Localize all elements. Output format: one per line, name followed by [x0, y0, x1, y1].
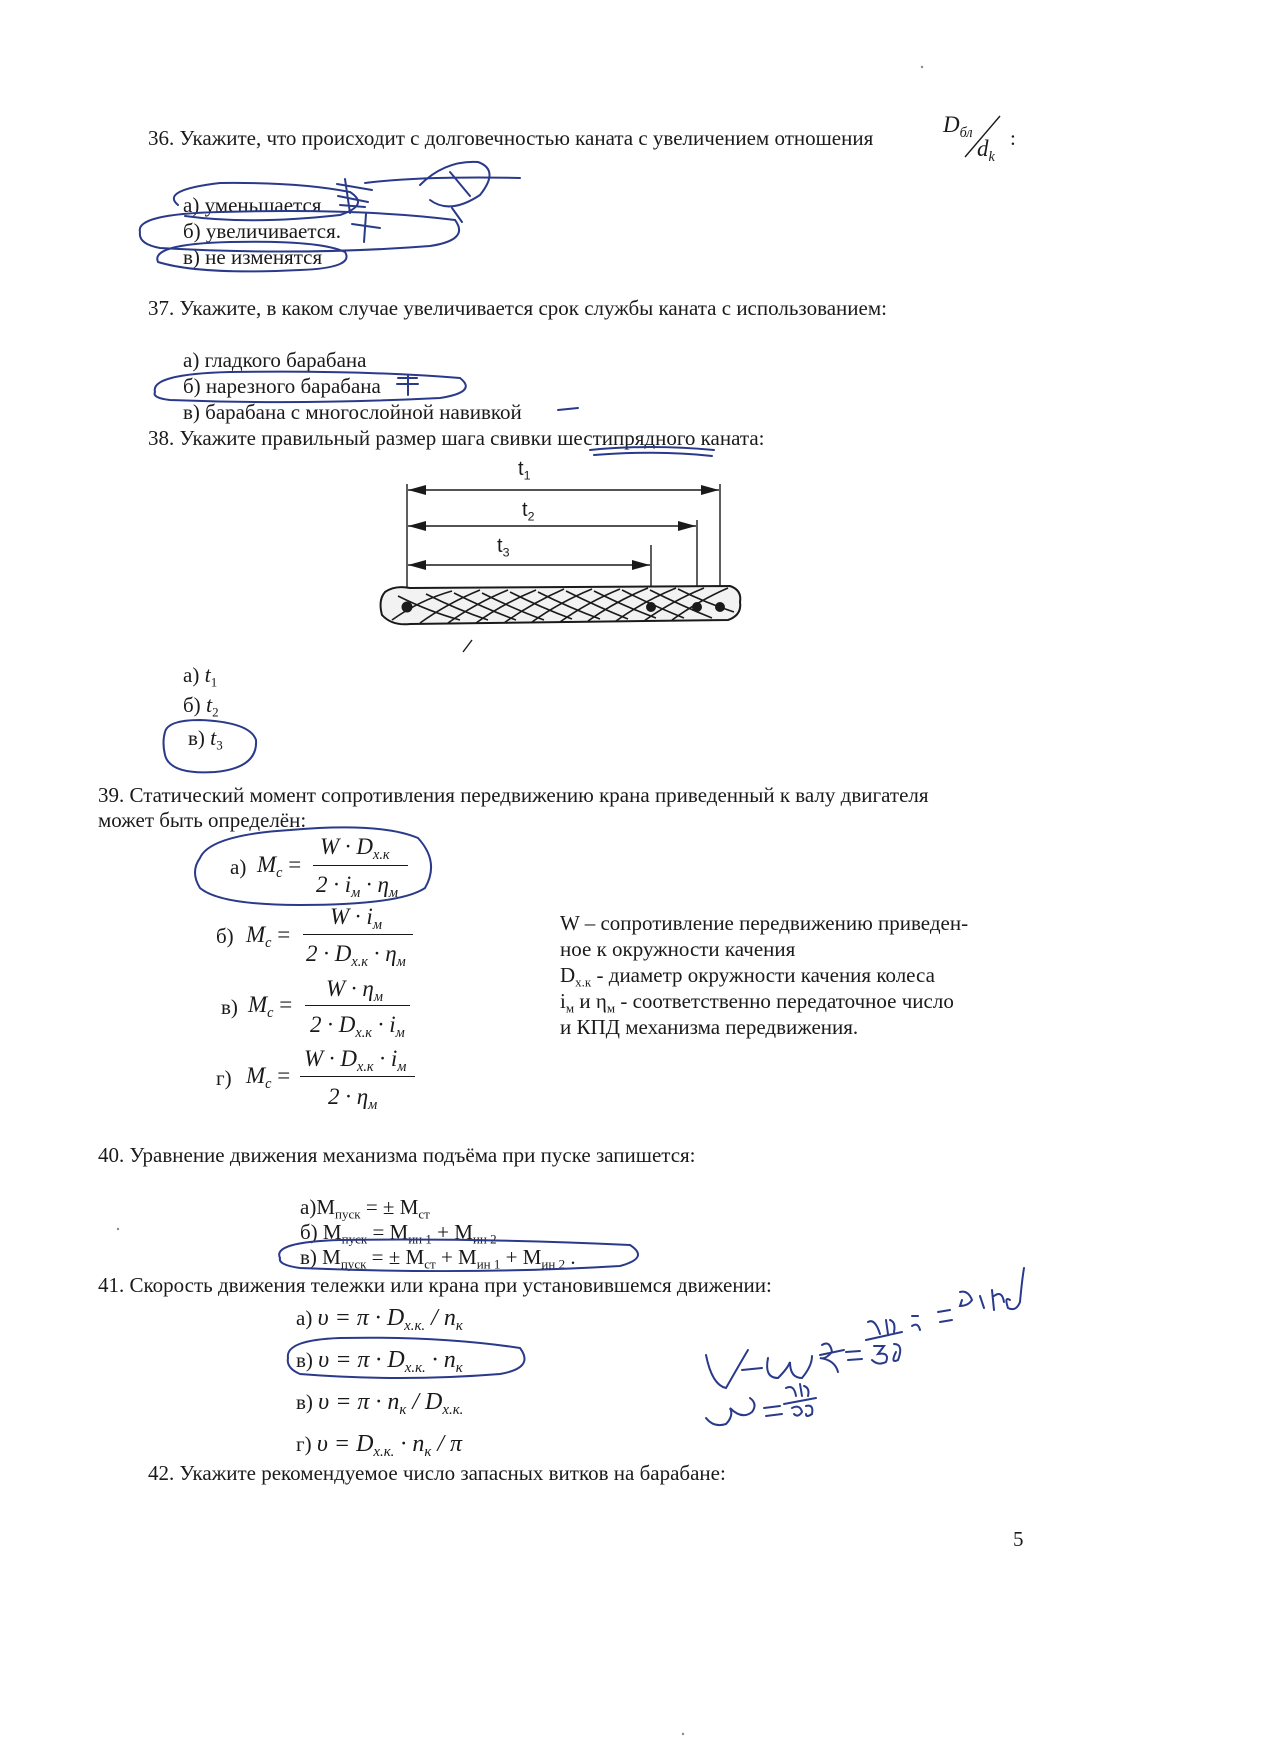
handwritten-formula	[706, 1350, 748, 1388]
circle-mark	[279, 1240, 638, 1272]
minus-mark	[558, 408, 578, 410]
q42-text: 42. Укажите рекомендуемое число запасных витков на барабане:	[148, 1461, 726, 1485]
strand-mark	[716, 603, 725, 612]
circle-mark	[164, 720, 257, 772]
arrowhead	[632, 560, 650, 570]
figure-label-t2: $t_2$	[522, 499, 535, 524]
q39-option-b: б)	[216, 924, 234, 948]
arrowhead	[408, 485, 426, 495]
q39-legend-line5: и КПД механизма передвижения.	[560, 1015, 859, 1039]
arrowhead	[678, 521, 696, 531]
q40-option-c: в) $М_{пуск}$ = ± $М_{ст} + М_{ин 1} + М_{ин 2}$ .	[300, 1245, 576, 1272]
circle-mark	[195, 827, 431, 905]
q39-d-lhs: $M_с$ =	[246, 1063, 291, 1092]
q39-option-d: г)	[216, 1066, 232, 1090]
q39-d-denominator: $2 \cdot \eta_м$	[328, 1084, 378, 1113]
strand-mark	[647, 603, 656, 612]
circle-mark	[155, 372, 466, 402]
handwritten-annotations	[140, 162, 1024, 1425]
q39-c-numerator: $W \cdot \eta_м$	[326, 976, 383, 1005]
q36-ratio-num: D	[943, 112, 960, 137]
q39-b-numerator: $W \cdot i_м$	[330, 904, 382, 933]
q39-a-denominator: $2 \cdot i_м \cdot \eta_м$	[316, 872, 399, 901]
q41-option-d: г) $\upsilon = D_{х.к.} \cdot n_к / \pi$	[296, 1431, 463, 1461]
q41-text: 41. Скорость движения тележки или крана при установившемся движении:	[98, 1273, 772, 1297]
arrowhead	[701, 485, 719, 495]
q40-option-a: $а)М_{пуск}$ = ± $М_{ст}$	[300, 1195, 430, 1222]
q41-option-b: в) $\upsilon = \pi \cdot D_{х.к.} \cdot n_к$	[296, 1347, 463, 1377]
strand-mark	[693, 603, 702, 612]
q36-colon: :	[1010, 126, 1016, 150]
circle-mark	[157, 242, 346, 272]
q39-legend-line4: $i_м$ и $\eta_м$ - соответственно передаточное число	[560, 989, 954, 1016]
ratio-slash	[965, 116, 1000, 157]
arrowhead	[408, 560, 426, 570]
q37-option-b: б) нарезного барабана	[183, 374, 381, 398]
q41-option-c: в) $\upsilon = \pi \cdot n_к / D_{х.к.}$	[296, 1389, 464, 1419]
q38-text: 38. Укажите правильный размер шага свивки шестипрядного каната:	[148, 426, 765, 450]
q41-option-a: а) $\upsilon = \pi \cdot D_{х.к.} / n_к$	[296, 1305, 463, 1335]
q38-option-a: а) $t_1$	[183, 662, 218, 690]
q39-c-denominator: $2 \cdot D_{х.к} \cdot i_м$	[310, 1012, 405, 1041]
plus-mark	[397, 375, 418, 395]
scribble	[365, 178, 520, 183]
q39-c-lhs: $M_с$ =	[248, 992, 293, 1021]
q39-d-numerator: $W \cdot D_{х.к} \cdot i_м$	[304, 1046, 407, 1075]
q39-b-lhs: $M_с$ =	[246, 922, 291, 951]
q39-legend-line3: $D_{х.к}$ - диаметр окружности качения колеса	[560, 963, 935, 990]
q40-text: 40. Уравнение движения механизма подъёма при пуске запишется:	[98, 1143, 696, 1167]
q36-ratio-den: d	[977, 136, 989, 161]
figure-label-t1: $t_1$	[518, 458, 531, 483]
plus-mark	[352, 214, 380, 242]
q36-ratio-den-sub: k	[988, 148, 995, 165]
q40-option-b: б) $М_{пуск} = М_{ин 1} + М_{ин 2}$	[300, 1220, 497, 1247]
handwritten-formula	[706, 1398, 755, 1425]
page-number: 5	[1013, 1527, 1024, 1551]
strand-mark	[402, 602, 412, 612]
circle-mark	[174, 183, 358, 220]
underline-mark	[590, 447, 714, 456]
q36-option-a: а) уменьшается	[183, 193, 322, 217]
rope-outline	[381, 586, 741, 624]
q39-legend-line1: W – сопротивление передвижению приведен-	[560, 911, 969, 935]
q39-a-numerator: $W \cdot D_{х.к}$	[320, 834, 390, 863]
q36-option-b: б) увеличивается.	[183, 219, 342, 243]
q36-option-c: в) не изменятся	[183, 245, 323, 269]
q39-text-line1: 39. Статический момент сопротивления передвижению крана приведенный к валу двигателя	[98, 783, 929, 807]
scribble	[420, 162, 490, 207]
rope-figure	[381, 484, 741, 652]
q39-a-lhs: $M_с$ =	[257, 852, 302, 881]
arrowhead	[408, 521, 426, 531]
q38-option-b: б) $t_2$	[183, 692, 219, 720]
q38-option-c: в) $t_3$	[188, 725, 223, 753]
q37-text: 37. Укажите, в каком случае увеличивается срок службы каната с использованием:	[148, 296, 887, 320]
figure-label-t3: $t_3$	[497, 535, 510, 560]
q39-option-c: в)	[221, 995, 238, 1019]
q36-text: 36. Укажите, что происходит с долговечностью каната с увеличением отношения	[148, 126, 874, 150]
q37-option-a: а) гладкого барабана	[183, 348, 367, 372]
q39-legend-line2: ное к окружности качения	[560, 937, 796, 961]
q39-option-a: а)	[230, 855, 247, 879]
q36-ratio-num-sub: бл	[959, 124, 973, 141]
q37-option-c: в) барабана с многослойной навивкой	[183, 400, 522, 424]
q39-b-denominator: $2 \cdot D_{х.к} \cdot \eta_м$	[306, 941, 406, 970]
circle-mark	[288, 1338, 525, 1378]
q39-text-line2: может быть определён:	[98, 808, 307, 832]
